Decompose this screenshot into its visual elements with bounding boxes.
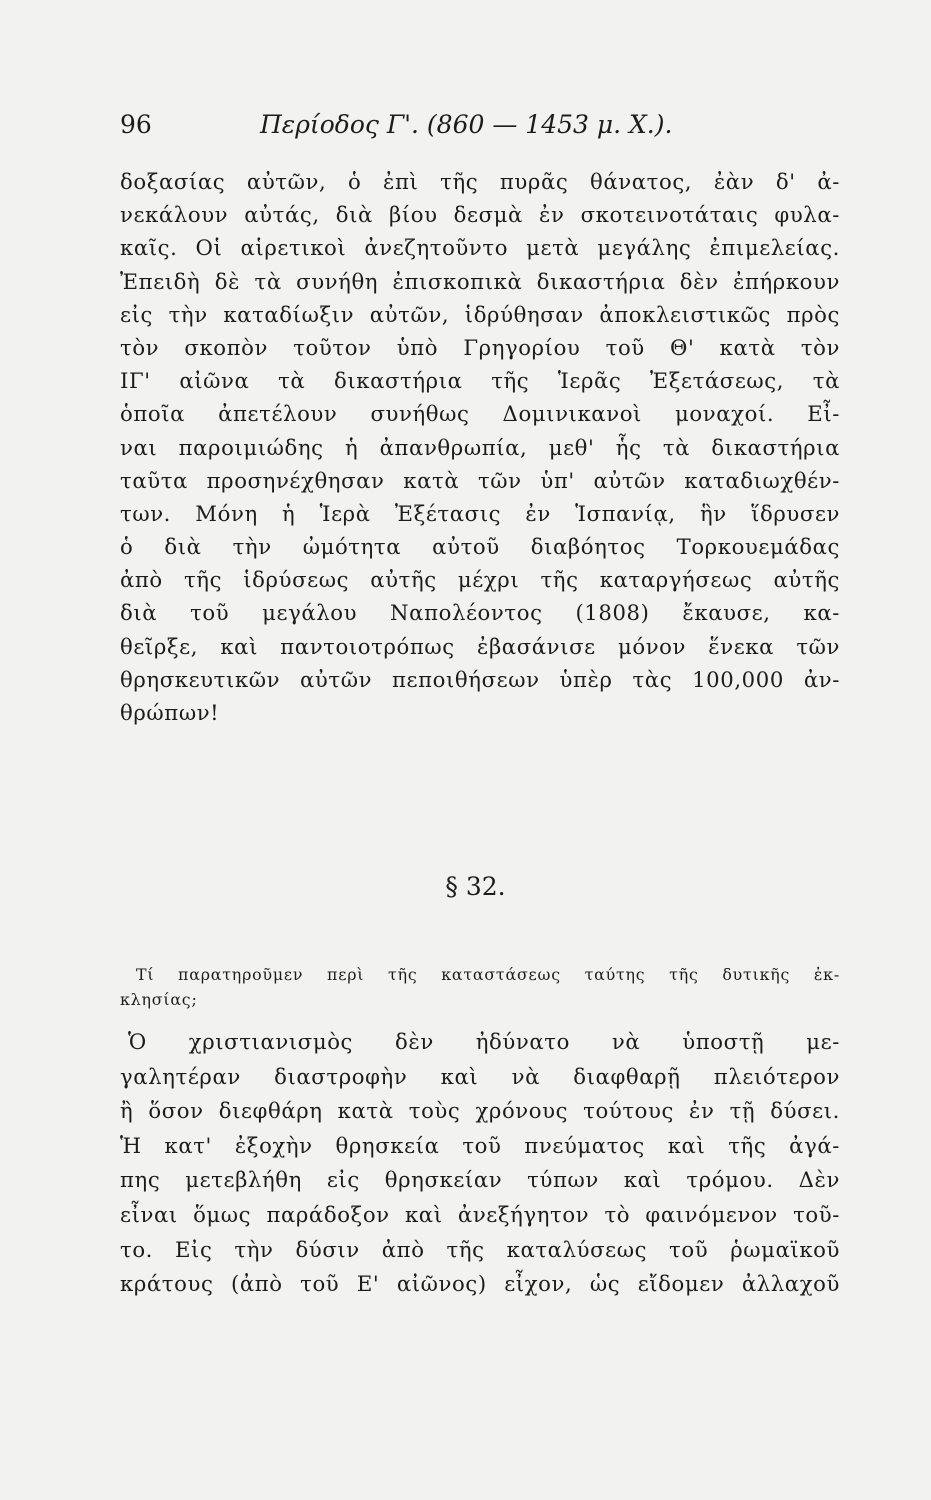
- text-line: πης μετεβλήθη εἰς θρησκείαν τύπων καὶ τρόμου. Δὲν: [120, 1167, 840, 1193]
- text-line: το. Εἰς τὴν δύσιν ἀπὸ τῆς καταλύσεως τοῦ ῥωμαϊκοῦ: [120, 1236, 840, 1262]
- text-line: ἢ ὅσον διεφθάρη κατὰ τοὺς χρόνους τούτους ἐν τῇ δύσει.: [120, 1098, 840, 1124]
- text-line: διὰ τοῦ μεγάλου Ναπολέοντος (1808) ἔκαυσε, κα-: [120, 600, 840, 626]
- text-line: εἰς τὴν καταδίωξιν αὐτῶν, ἱδρύθησαν ἀποκλειστικῶς πρὸς: [120, 301, 840, 327]
- text-line: ὁ διὰ τὴν ὠμότητα αὐτοῦ διαβόητος Τορκουεμάδας: [120, 534, 840, 560]
- text-line: κράτους (ἀπὸ τοῦ Ε' αἰῶνος) εἶχον, ὡς εἴδομεν ἀλλαχοῦ: [120, 1271, 840, 1297]
- running-head: Περίοδος Γ'. (860 — 1453 μ. Χ.).: [260, 110, 673, 139]
- text-line: ΙΓ' αἰῶνα τὰ δικαστήρια τῆς Ἱερᾶς Ἐξετάσεως, τὰ: [120, 368, 840, 394]
- text-line: Ὁ χριστιανισμὸς δὲν ἠδύνατο νὰ ὑποστῇ με-: [128, 1029, 840, 1054]
- text-line: ἀπὸ τῆς ἱδρύσεως αὐτῆς μέχρι τῆς καταργήσεως αὐτῆς: [120, 567, 840, 593]
- text-line: θρησκευτικῶν αὐτῶν πεποιθήσεων ὑπὲρ τὰς 100,000 ἀν-: [120, 666, 840, 692]
- paragraph-1: [120, 165, 840, 729]
- question-line: κλησίας;: [120, 990, 198, 1009]
- text-line: ταῦτα προσηνέχθησαν κατὰ τῶν ὑπ' αὐτῶν καταδιωχθέν-: [120, 467, 840, 493]
- text-line: θρώπων!: [120, 700, 220, 725]
- text-line: γαλητέραν διαστροφὴν καὶ νὰ διαφθαρῇ πλειότερον: [120, 1063, 840, 1089]
- text-line: ναι παροιμιώδης ἡ ἀπανθρωπία, μεθ' ἧς τὰ δικαστήρια: [120, 434, 840, 460]
- text-line: ὁποῖα ἀπετέλουν συνήθως Δομινικανοὶ μοναχοί. Εἶ-: [120, 401, 840, 427]
- text-line: Ἡ κατ' ἐξοχὴν θρησκεία τοῦ πνεύματος καὶ τῆς ἀγά-: [120, 1132, 840, 1158]
- text-line: των. Μόνη ἡ Ἱερὰ Ἐξέτασις ἐν Ἱσπανίᾳ, ἣν ἵδρυσεν: [120, 500, 840, 526]
- text-line: τὸν σκοπὸν τοῦτον ὑπὸ Γρηγορίου τοῦ Θ' κατὰ τὸν: [120, 334, 840, 360]
- paragraph-2: [120, 1025, 840, 1302]
- text-line: καῖς. Οἱ αἱρετικοὶ ἀνεζητοῦντο μετὰ μεγάλης ἐπιμελείας.: [120, 235, 840, 261]
- text-line: νεκάλουν αὐτάς, διὰ βίου δεσμὰ ἐν σκοτεινοτάταις φυλα-: [120, 202, 840, 228]
- question-line: Τί παρατηροῦμεν περὶ τῆς καταστάσεως ταύτης τῆς δυτικῆς ἐκ-: [136, 965, 840, 984]
- text-line: δοξασίας αὐτῶν, ὁ ἐπὶ τῆς πυρᾶς θάνατος, ἐὰν δ' ἀ-: [120, 169, 840, 194]
- text-line: θεῖρξε, καὶ παντοιοτρόπως ἐβασάνισε μόνον ἕνεκα τῶν: [120, 633, 840, 659]
- text-line: εἶναι ὅμως παράδοξον καὶ ἀνεξήγητον τὸ φαινόμενον τοῦ-: [120, 1201, 840, 1227]
- section-question: [120, 962, 840, 1012]
- page-header: [120, 110, 840, 150]
- text-line: Ἐπειδὴ δὲ τὰ συνήθη ἐπισκοπικὰ δικαστήρια δὲν ἐπήρκουν: [120, 268, 840, 294]
- page-number: 96: [120, 110, 152, 139]
- section-heading: § 32.: [445, 872, 506, 901]
